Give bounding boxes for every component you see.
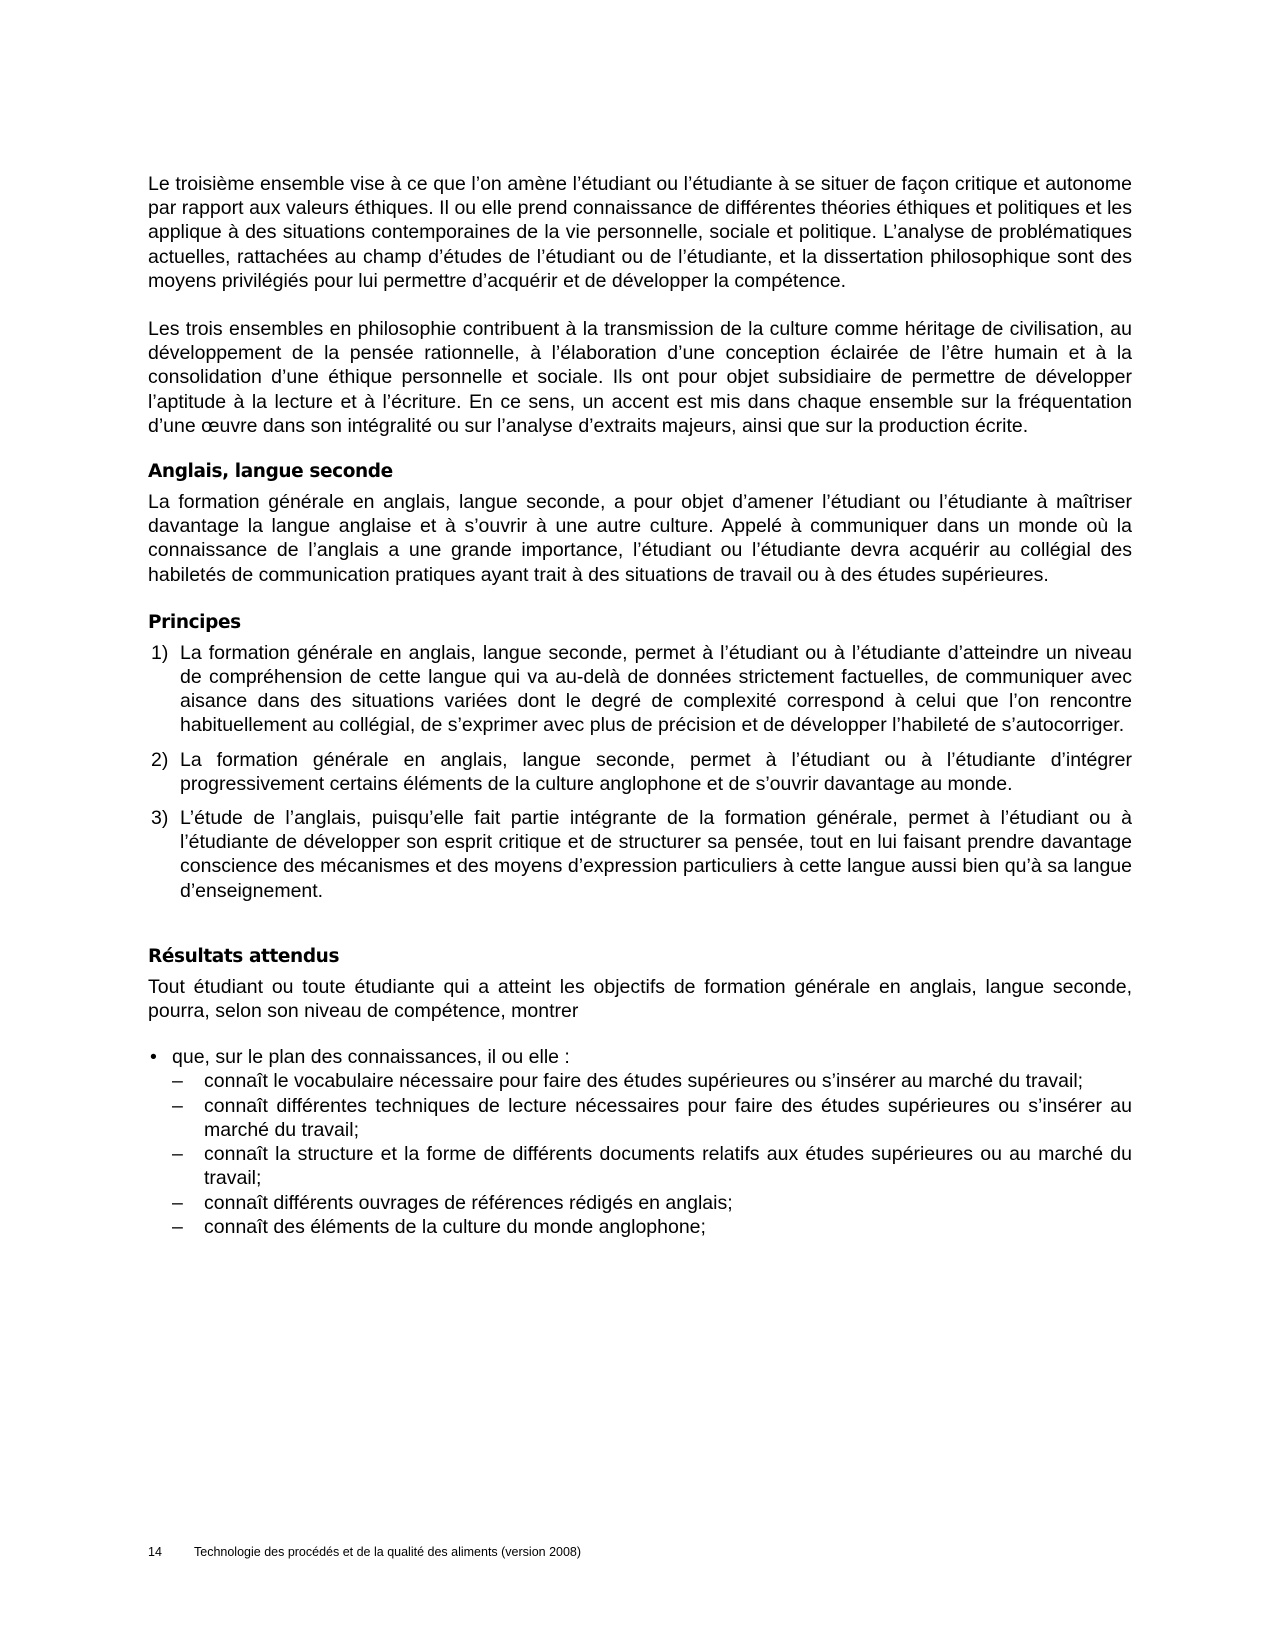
list-item-text: La formation générale en anglais, langue seconde, permet à l’étudiant ou à l’étudiante d’atteindre un niveau de compréhension de cette langue qui va au-delà de données strictement factuelles, de communiquer avec aisance dans des situations variées dont le degré de complexité correspond à celui que l’on rencontre habituellement au collégial, de s’exprimer avec plus de précision et de développer l’habileté de s’autocorriger. — [180, 641, 1132, 737]
sub-list-item-text: connaît le vocabulaire nécessaire pour faire des études supérieures ou s’insérer au marché du travail; — [204, 1070, 1084, 1093]
sub-list-item — [172, 1094, 1132, 1142]
dash-icon: – — [172, 1143, 183, 1166]
list-item — [148, 806, 1132, 903]
page-content — [148, 172, 1132, 1239]
bullet-item-text: que, sur le plan des connaissances, il ou elle : — [172, 1046, 570, 1069]
principes-list — [148, 641, 1132, 903]
sub-list-item — [172, 1215, 1132, 1239]
section-heading-anglais: Anglais, langue seconde — [148, 461, 393, 483]
sub-list-item-text: connaît des éléments de la culture du monde anglophone; — [204, 1215, 706, 1238]
bullet-icon: • — [150, 1046, 157, 1069]
dash-icon: – — [172, 1191, 183, 1214]
sub-list-item — [172, 1191, 1132, 1215]
list-item — [148, 748, 1132, 796]
list-number: 3) — [151, 807, 169, 830]
dash-icon: – — [172, 1094, 183, 1117]
principes-section — [148, 611, 1132, 903]
section-heading-principes: Principes — [148, 611, 241, 633]
list-item-text: La formation générale en anglais, langue seconde, permet à l’étudiant ou à l’étudiante d’intégrer progressivement certains éléments de la culture anglophone et de s’ouvrir davantage au monde. — [180, 748, 1132, 795]
dash-icon: – — [172, 1215, 183, 1238]
list-number: 1) — [151, 641, 169, 664]
footer-document-title: Technologie des procédés et de la qualité des aliments (version 2008) — [194, 1545, 582, 1559]
paragraph-resultats-intro: Tout étudiant ou toute étudiante qui a atteint les objectifs de formation générale en anglais, langue seconde, pourra, selon son niveau de compétence, montrer — [148, 975, 1132, 1023]
list-item-text: L’étude de l’anglais, puisqu’elle fait partie intégrante de la formation générale, permet à l’étudiant ou à l’étudiante de développer son esprit critique et de structurer sa pensée, tout en lui faisant prendre davantage conscience des mécanismes et des moyens d’expression particuliers à cette langue aussi bien qu’à sa langue d’enseignement. — [180, 807, 1132, 902]
sub-list-item — [172, 1142, 1132, 1190]
resultats-bullet-list — [148, 1045, 1132, 1239]
list-item — [148, 641, 1132, 738]
list-number: 2) — [151, 748, 169, 771]
bullet-item — [148, 1045, 1132, 1239]
paragraph-trois-ensembles: Les trois ensembles en philosophie contribuent à la transmission de la culture comme héritage de civilisation, au développement de la pensée rationnelle, à l’élaboration d’une conception éclairée de l’être humain et à la consolidation d’une éthique personnelle et sociale. Ils ont pour objet subsidiaire de permettre de développer l’aptitude à la lecture et à l’écriture. En ce sens, un accent est mis dans chaque ensemble sur la fréquentation d’une œuvre dans son intégralité ou sur l’analyse d’extraits majeurs, ainsi que sur la production écrite. — [148, 318, 1132, 437]
sub-list-item-text: connaît la structure et la forme de différents documents relatifs aux études supérieures ou au marché du travail; — [204, 1143, 1132, 1190]
page-footer — [148, 1544, 581, 1560]
paragraph-anglais: La formation générale en anglais, langue seconde, a pour objet d’amener l’étudiant ou l’étudiante à maîtriser davantage la langue anglaise et à s’ouvrir à une autre culture. Appelé à communiquer dans un monde où la connaissance de l’anglais a une grande importance, l’étudiant ou l’étudiante devra acquérir au collégial des habiletés de communication pratiques ayant trait à des situations de travail ou à des études supérieures. — [148, 491, 1132, 586]
paragraph-troisieme-ensemble: Le troisième ensemble vise à ce que l’on amène l’étudiant ou l’étudiante à se situer de façon critique et autonome par rapport aux valeurs éthiques. Il ou elle prend connaissance de différentes théories éthiques et politiques et les applique à des situations contemporaines de la vie personnelle, sociale et politique. L’analyse de problématiques actuelles, rattachées au champ d’études de l’étudiant ou de l’étudiante, et la dissertation philosophique sont des moyens privilégiés pour lui permettre d’acquérir et de développer la compétence. — [148, 173, 1132, 292]
page-number: 14 — [148, 1545, 162, 1559]
intro-section — [148, 172, 1132, 438]
section-heading-resultats: Résultats attendus — [148, 945, 340, 967]
sub-list-item-text: connaît différents ouvrages de références rédigés en anglais; — [204, 1191, 733, 1214]
sub-list-item-text: connaît différentes techniques de lecture nécessaires pour faire des études supérieures ou s’insérer au marché du travail; — [204, 1094, 1132, 1141]
sub-list-item — [172, 1069, 1132, 1093]
sub-list — [172, 1069, 1132, 1238]
dash-icon: – — [172, 1070, 183, 1093]
resultats-section — [148, 945, 1132, 1239]
anglais-section — [148, 460, 1132, 587]
